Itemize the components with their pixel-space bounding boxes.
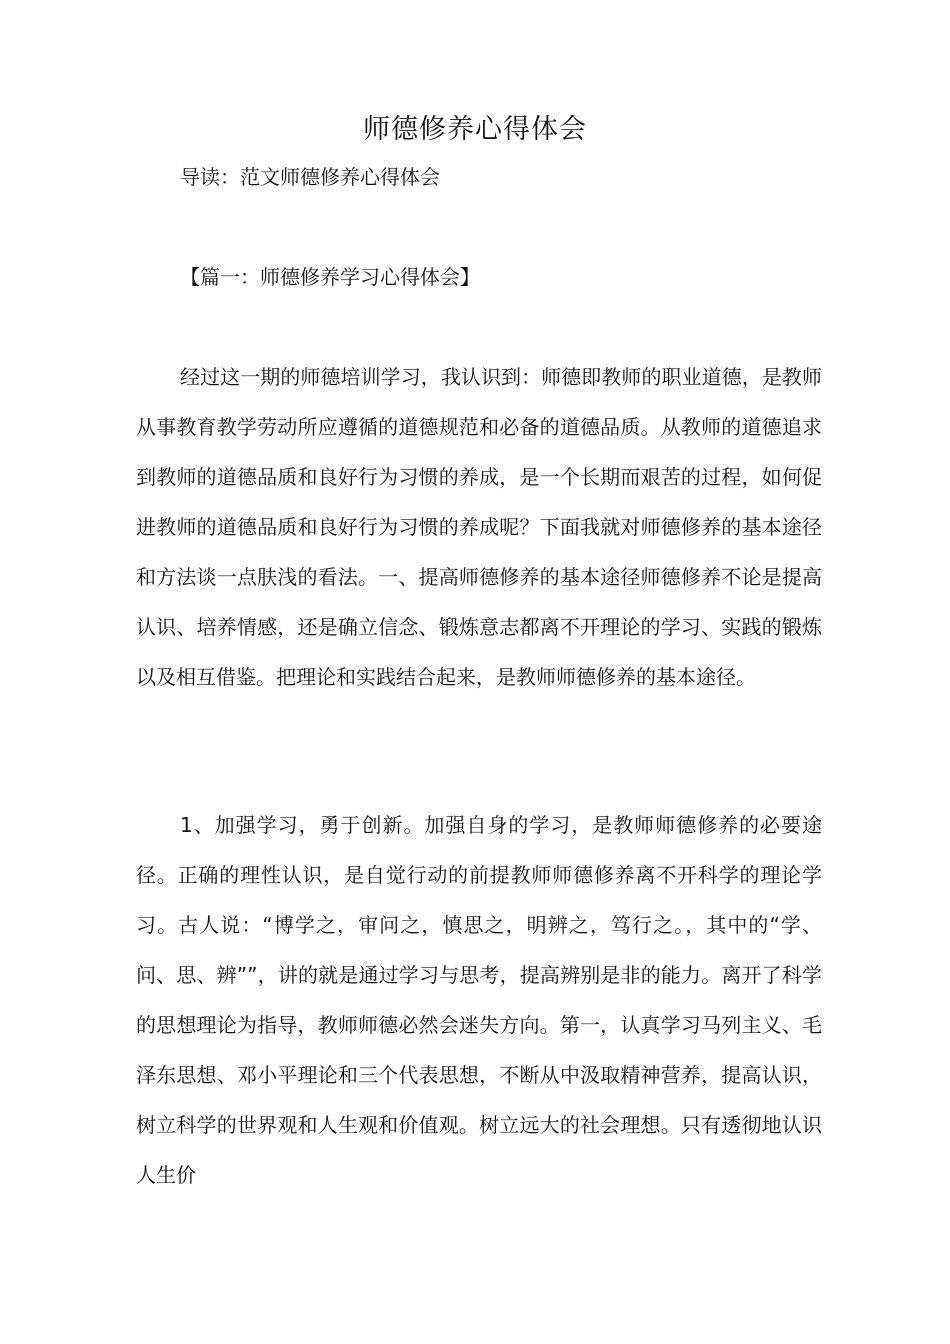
body-paragraph: 1、加强学习，勇于创新。加强自身的学习，是教师师德修养的必要途径。正确的理性认识，是自觉行动的前提教师师德修养离不开科学的理论学习。古人说：“博学之，审问之，慎思之，明辨之，笃行之。，其中的“学、问、思、辨””，讲的就是通过学习与思考，提高辨别是非的能力。离开了科学的思想理论为指导，教师师德必然会迷失方向。第一，认真学习马列主义、毛泽东思想、邓小平理论和三个代表思想，不断从中汲取精神营养，提高认识，树立科学的世界观和人生观和价值观。树立远大的社会理想。只有透彻地认识人生价 xyxy=(136,813,822,1187)
page-title: 师德修养心得体会 xyxy=(363,114,587,145)
body-paragraph: 经过这一期的师德培训学习，我认识到：师德即教师的职业道德，是教师从事教育教学劳动所应遵循的道德规范和必备的道德品质。从教师的道德追求到教师的道德品质和良好行为习惯的养成，是一个长期而艰苦的过程，如何促进教师的道德品质和良好行为习惯的养成呢？下面我就对师德修养的基本途径和方法谈一点肤浅的看法。一、提高师德修养的基本途径师德修养不论是提高认识、培养情感，还是确立信念、锻炼意志都离不开理论的学习、实践的锻炼以及相互借鉴。把理论和实践结合起来，是教师师德修养的基本途径。 xyxy=(136,365,822,689)
lead-text: 导读：范文师德修养心得体会 xyxy=(180,165,440,189)
section-heading: 【篇一：师德修养学习心得体会】 xyxy=(180,265,480,289)
